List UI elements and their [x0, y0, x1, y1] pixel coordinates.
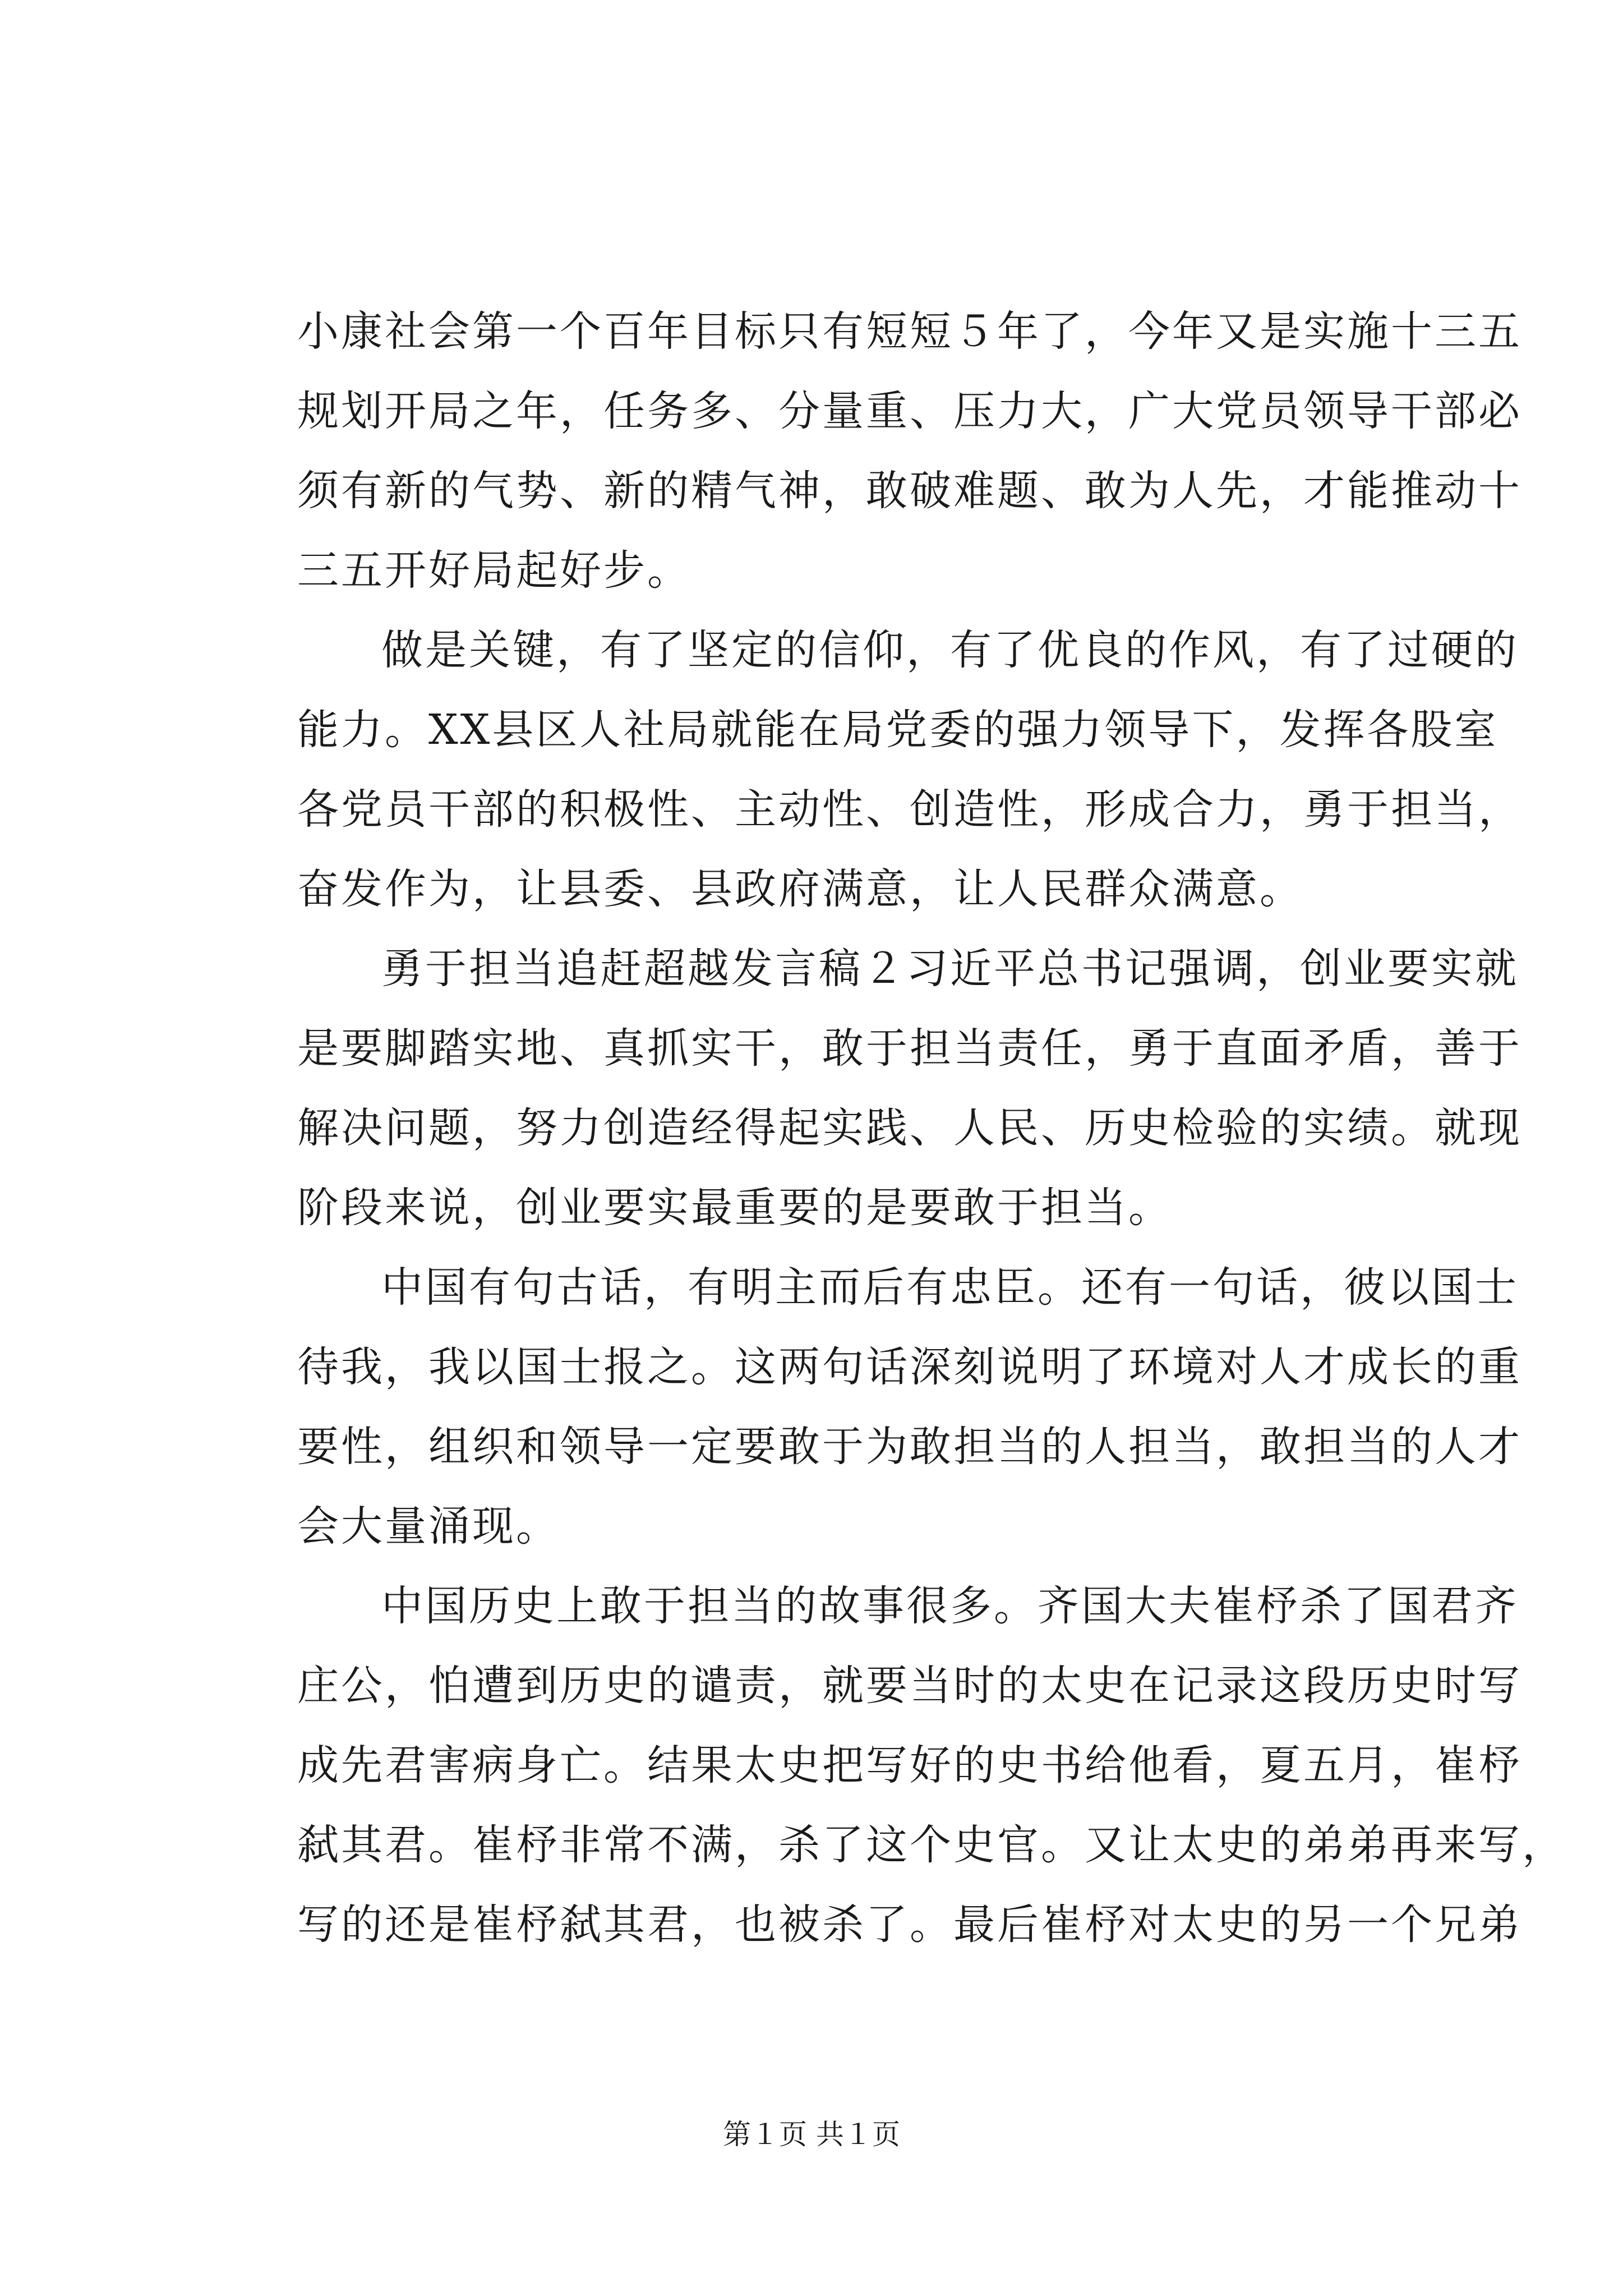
page-footer: 第１页 共１页 — [723, 2118, 900, 2151]
text-line: 规划开局之年，任务多、分量重、压力大，广大党员领导干部必 — [297, 387, 1522, 435]
text-line: 中国有句古话，有明主而后有忠臣。还有一句话，彼以国士 — [381, 1263, 1519, 1312]
text-line: 解决问题，努力创造经得起实践、人民、历史检验的实绩。就现 — [297, 1104, 1522, 1152]
text-line: 待我，我以国士报之。这两句话深刻说明了环境对人才成长的重 — [297, 1343, 1522, 1391]
text-line: 会大量涌现。 — [297, 1502, 560, 1550]
text-line: 是要脚踏实地、真抓实干，敢于担当责任，勇于直面矛盾，善于 — [297, 1024, 1522, 1073]
text-line: 中国历史上敢于担当的故事很多。齐国大夫崔杼杀了国君齐 — [381, 1582, 1519, 1630]
text-line: 阶段来说，创业要实最重要的是要敢于担当。 — [297, 1184, 1172, 1232]
text-line: 须有新的气势、新的精气神，敢破难题、敢为人先，才能推动十 — [297, 467, 1522, 515]
text-line: 成先君害病身亡。结果太史把写好的史书给他看，夏五月，崔杼 — [297, 1741, 1522, 1789]
text-line: 勇于担当追赶超越发言稿２习近平总书记强调，创业要实就 — [381, 945, 1519, 993]
text-line: 各党员干部的积极性、主动性、创造性，形成合力，勇于担当， — [297, 785, 1522, 834]
text-line: 三五开好局起好步。 — [297, 546, 691, 595]
text-line: 写的还是崔杼弑其君，也被杀了。最后崔杼对太史的另一个兄弟 — [297, 1901, 1522, 1949]
text-line: 奋发作为，让县委、县政府满意，让人民群众满意。 — [297, 865, 1303, 913]
text-line: 弑其君。崔杼非常不满，杀了这个史官。又让太史的弟弟再来写， — [297, 1821, 1566, 1869]
text-line: 做是关键，有了坚定的信仰，有了优良的作风，有了过硬的 — [381, 626, 1519, 674]
text-line: 能力。XX县区人社局就能在局党委的强力领导下，发挥各股室 — [297, 706, 1498, 754]
text-line: 小康社会第一个百年目标只有短短５年了，今年又是实施十三五 — [297, 307, 1522, 356]
text-line: 要性，组织和领导一定要敢于为敢担当的人担当，敢担当的人才 — [297, 1423, 1522, 1471]
document-body — [297, 292, 1566, 1964]
text-line: 庄公，怕遭到历史的谴责，就要当时的太史在记录这段历史时写 — [297, 1662, 1522, 1710]
